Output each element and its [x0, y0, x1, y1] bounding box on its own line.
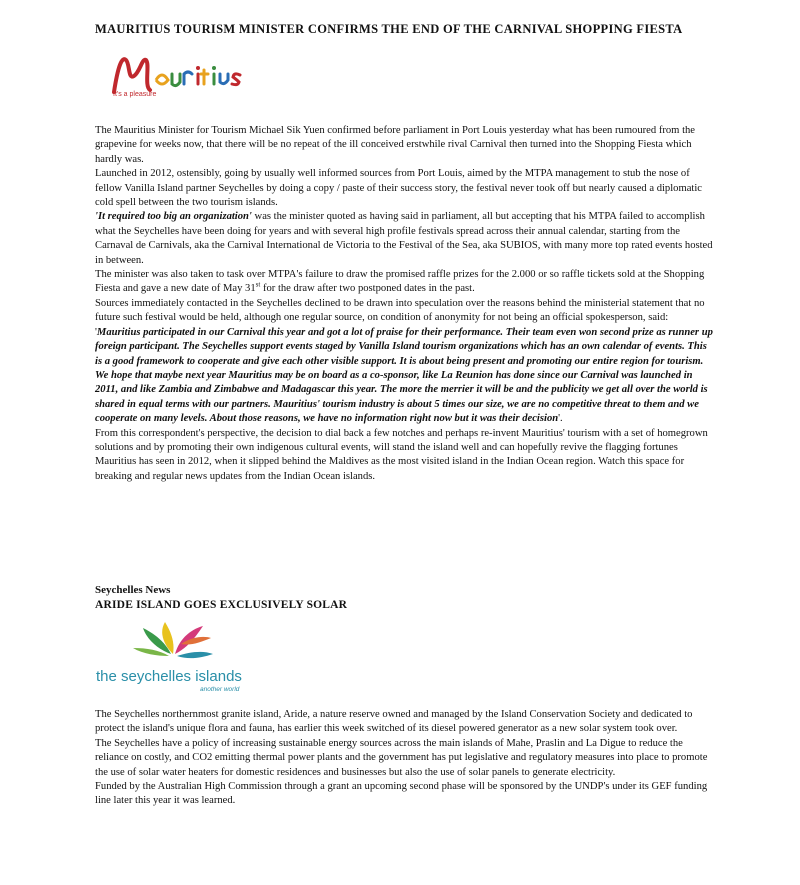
mauritius-logo-tagline: It's a pleasure	[113, 91, 157, 98]
article-paragraph	[95, 268, 715, 297]
paragraph-text: '.	[558, 413, 563, 425]
source-quote: Mauritius participated in our Carnival this year and got a lot of praise for their performance. Their team even won second prize as runner up foreign participant. The Seychelles support events staged by Vanilla Island tourism organizations which has an own calendar of events. This is a good framework to cooperate and give each other visible support. It is about being present and promoting our entire region for tourism. We hope that maybe next year Mauritius may be on board as a co-sponsor, like La Reunion has done since our Carnival was launched in 2011, and like Zambia and Zimbabwe and Madagascar this year. The more the merrier it will be and the publicity we get all over the world is shared in equal terms with our partners. Mauritius' tourism industry is about 5 times our size, we are no competitive threat to them and we cooperate on many levels. About those reasons, we have no information right now but it was their decision	[95, 326, 713, 425]
seychelles-logo-text: the seychelles islands	[96, 668, 242, 685]
minister-quote: 'It required too big an organization'	[95, 211, 252, 223]
article-paragraph: Funded by the Australian High Commission through a grant an upcoming second phase will be sponsored by the UNDP's under its GEF funding line later this year it was learned.	[95, 781, 708, 807]
ordinal-suffix: st	[255, 280, 261, 289]
article-paragraph: From this correspondent's perspective, the decision to dial back a few notches and perhaps re-invent Mauritius' tourism with a set of homegrown solutions and by promoting their own indigenous cultural events, will stand the island well and can hopefully revive the flagging fortunes Mauritius has seen in 2012, when it slipped behind the Maldives as the most visited island in the Indian Ocean region. Watch this space for breaking and regular news updates from the Indian Ocean islands.	[95, 427, 708, 482]
article-paragraph: The Seychelles have a policy of increasing sustainable energy sources across the main islands of Mahe, Praslin and La Digue to reduce the reliance on costly, and CO2 emitting thermal power plants and the government has put legislative and regulatory measures into place to promote the use of solar water heaters for domestic residences and businesses but also the use of solar panels to generate electricity.	[95, 737, 708, 778]
headline: MAURITIUS TOURISM MINISTER CONFIRMS THE END OF THE CARNIVAL SHOPPING FIESTA	[95, 22, 683, 36]
paragraph-text: The minister was also taken to task over MTPA's failure to draw the promised raffle prizes for the 2.000 or so raffle tickets sold at the Shopping Fiesta and gave a new date of May 31	[95, 269, 705, 295]
article-paragraph	[95, 297, 715, 427]
article-paragraph: The Mauritius Minister for Tourism Michael Sik Yuen confirmed before parliament in Port Louis yesterday what has been rumoured from the grapevine for weeks now, that there will be no repeat of the ill conceived erstwhile rival Carnival then turned into the Shopping Fiesta which hardly was.	[95, 125, 696, 165]
section-label: Seychelles News	[95, 584, 171, 596]
section-title: ARIDE ISLAND GOES EXCLUSIVELY SOLAR	[95, 599, 348, 611]
article-seychelles	[95, 708, 715, 809]
paragraph-text: was the minister quoted as having said in parliament, all but accepting that his MTPA failed to accomplish what the Seychelles have been doing for years and with several high profile festivals spread across their annual calendar, starting from the Carnaval de Carnivals, aka the Carnival International de Victoria to the Festival of the Sea, aka SUBIOS, with many more top rated events hosted in between.	[95, 211, 713, 266]
article-paragraph	[95, 210, 715, 268]
article-paragraph: Launched in 2012, ostensibly, going by usually well informed sources from Port Louis, aimed by the MTPA management to stub the nose of fellow Vanilla Island partner Seychelles by doing a copy / paste of their success story, the festival never took off but nearly caused a diplomatic cold spell between the two tourism islands.	[95, 168, 702, 209]
article-mauritius	[95, 124, 715, 484]
article-paragraph: The Seychelles northernmost granite island, Aride, a nature reserve owned and managed by the Island Conservation Society and dedicated to protect the island's unique flora and fauna, has earlier this week switched of its diesel powered generator as a new solar system took over.	[95, 709, 693, 735]
paragraph-text: for the draw after two postponed dates in the past.	[260, 283, 475, 295]
paragraph-text: Sources immediately contacted in the Seychelles declined to be drawn into speculation over the reasons behind the ministerial statement that no future such festival would be held, although one regular source, on condition of anonymity for not being an official spokesperson, said: '	[95, 297, 705, 338]
seychelles-logo-tagline: another world	[200, 686, 240, 693]
